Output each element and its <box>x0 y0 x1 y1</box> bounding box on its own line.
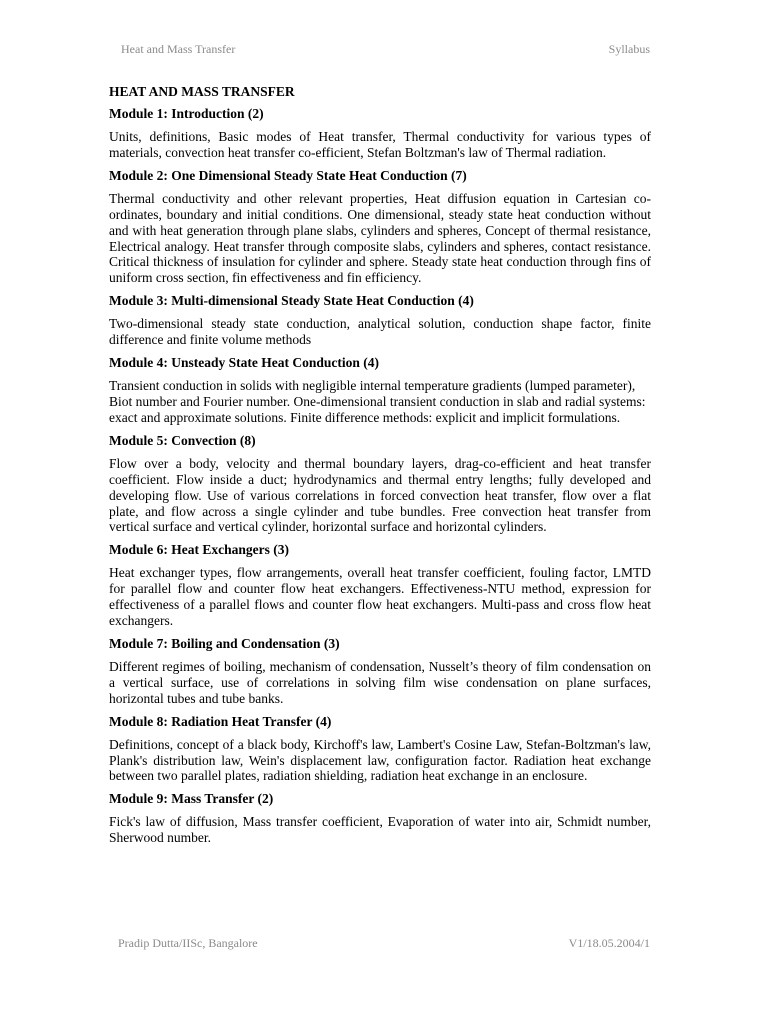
header-course-name: Heat and Mass Transfer <box>121 42 236 56</box>
page-footer <box>118 936 650 954</box>
module-heading: Module 1: Introduction (2) <box>109 106 264 121</box>
module-description: Transient conduction in solids with negligible internal temperature gradients (lumped parameter), Biot number and Fourier number. One-dimensional transient conduction in slab and radial systems: exact and approximate solutions. Finite difference methods: explicit and implicit formulations. <box>109 378 646 425</box>
module-heading: Module 7: Boiling and Condensation (3) <box>109 635 340 651</box>
document-title: HEAT AND MASS TRANSFER <box>109 84 295 99</box>
module-description: Thermal conductivity and other relevant properties, Heat diffusion equation in Cartesian co-ordinates, boundary and initial conditions. One dimensional, steady state heat conduction without and with heat generation through plane slabs, cylinders and spheres, Concept of thermal resistance, Electrical analogy. Heat transfer through composite slabs, cylinders and spheres, contact resistance. Critical thickness of insulation for cylinder and sphere. Steady state heat conduction through fins of uniform cross section, fin effectiveness and fin efficiency. <box>109 190 651 286</box>
module-description: Two-dimensional steady state conduction, analytical solution, conduction shape factor, finite difference and finite volume methods <box>109 316 651 348</box>
module-heading: Module 8: Radiation Heat Transfer (4) <box>109 713 332 729</box>
module-heading: Module 4: Unsteady State Heat Conduction (4) <box>109 355 379 371</box>
module-description: Definitions, concept of a black body, Kirchoff's law, Lambert's Cosine Law, Stefan-Boltzman's law, Plank's distribution law, Wein's displacement law, configuration factor. Radiation heat exchange between two parallel plates, radiation shielding, radiation heat exchange in an enclosure. <box>109 736 651 784</box>
module-heading: Module 3: Multi-dimensional Steady State Heat Conduction (4) <box>109 293 474 309</box>
module-description: Different regimes of boiling, mechanism of condensation, Nusselt’s theory of film condensation on a vertical surface, use of correlations in solving film wise condensation on plane surfaces, horizontal tubes and tube banks. <box>109 658 651 706</box>
header-section-name: Syllabus <box>608 42 650 56</box>
footer-version: V1/18.05.2004/1 <box>568 936 650 950</box>
module-heading: Module 9: Mass Transfer (2) <box>109 791 274 807</box>
footer-author: Pradip Dutta/IISc, Bangalore <box>118 936 258 950</box>
module-description: Heat exchanger types, flow arrangements, overall heat transfer coefficient, fouling factor, LMTD for parallel flow and counter flow heat exchangers. Effectiveness-NTU method, expression for effectiveness of a parallel flows and counter flow heat exchangers. Multi-pass and cross flow heat exchangers. <box>109 565 651 629</box>
syllabus-content <box>109 84 651 853</box>
module-heading: Module 6: Heat Exchangers (3) <box>109 542 289 558</box>
module-description: Flow over a body, velocity and thermal boundary layers, drag-co-efficient and heat transfer coefficient. Flow inside a duct; hydrodynamics and thermal entry lengths; fully developed and developing flow. Use of various correlations in forced convection heat transfer, flow over a flat plate, and flow across a single cylinder and tube bundles. Free convection heat transfer from vertical surface and vertical cylinder, horizontal surface and horizontal cylinders. <box>109 455 651 535</box>
module-description: Units, definitions, Basic modes of Heat transfer, Thermal conductivity for various types of materials, convection heat transfer co-efficient, Stefan Boltzman's law of Thermal radiation. <box>109 129 651 160</box>
module-description: Fick's law of diffusion, Mass transfer coefficient, Evaporation of water into air, Schmidt number, Sherwood number. <box>109 814 651 846</box>
module-heading: Module 2: One Dimensional Steady State Heat Conduction (7) <box>109 167 467 183</box>
page-header <box>121 42 650 60</box>
module-heading: Module 5: Convection (8) <box>109 432 256 448</box>
